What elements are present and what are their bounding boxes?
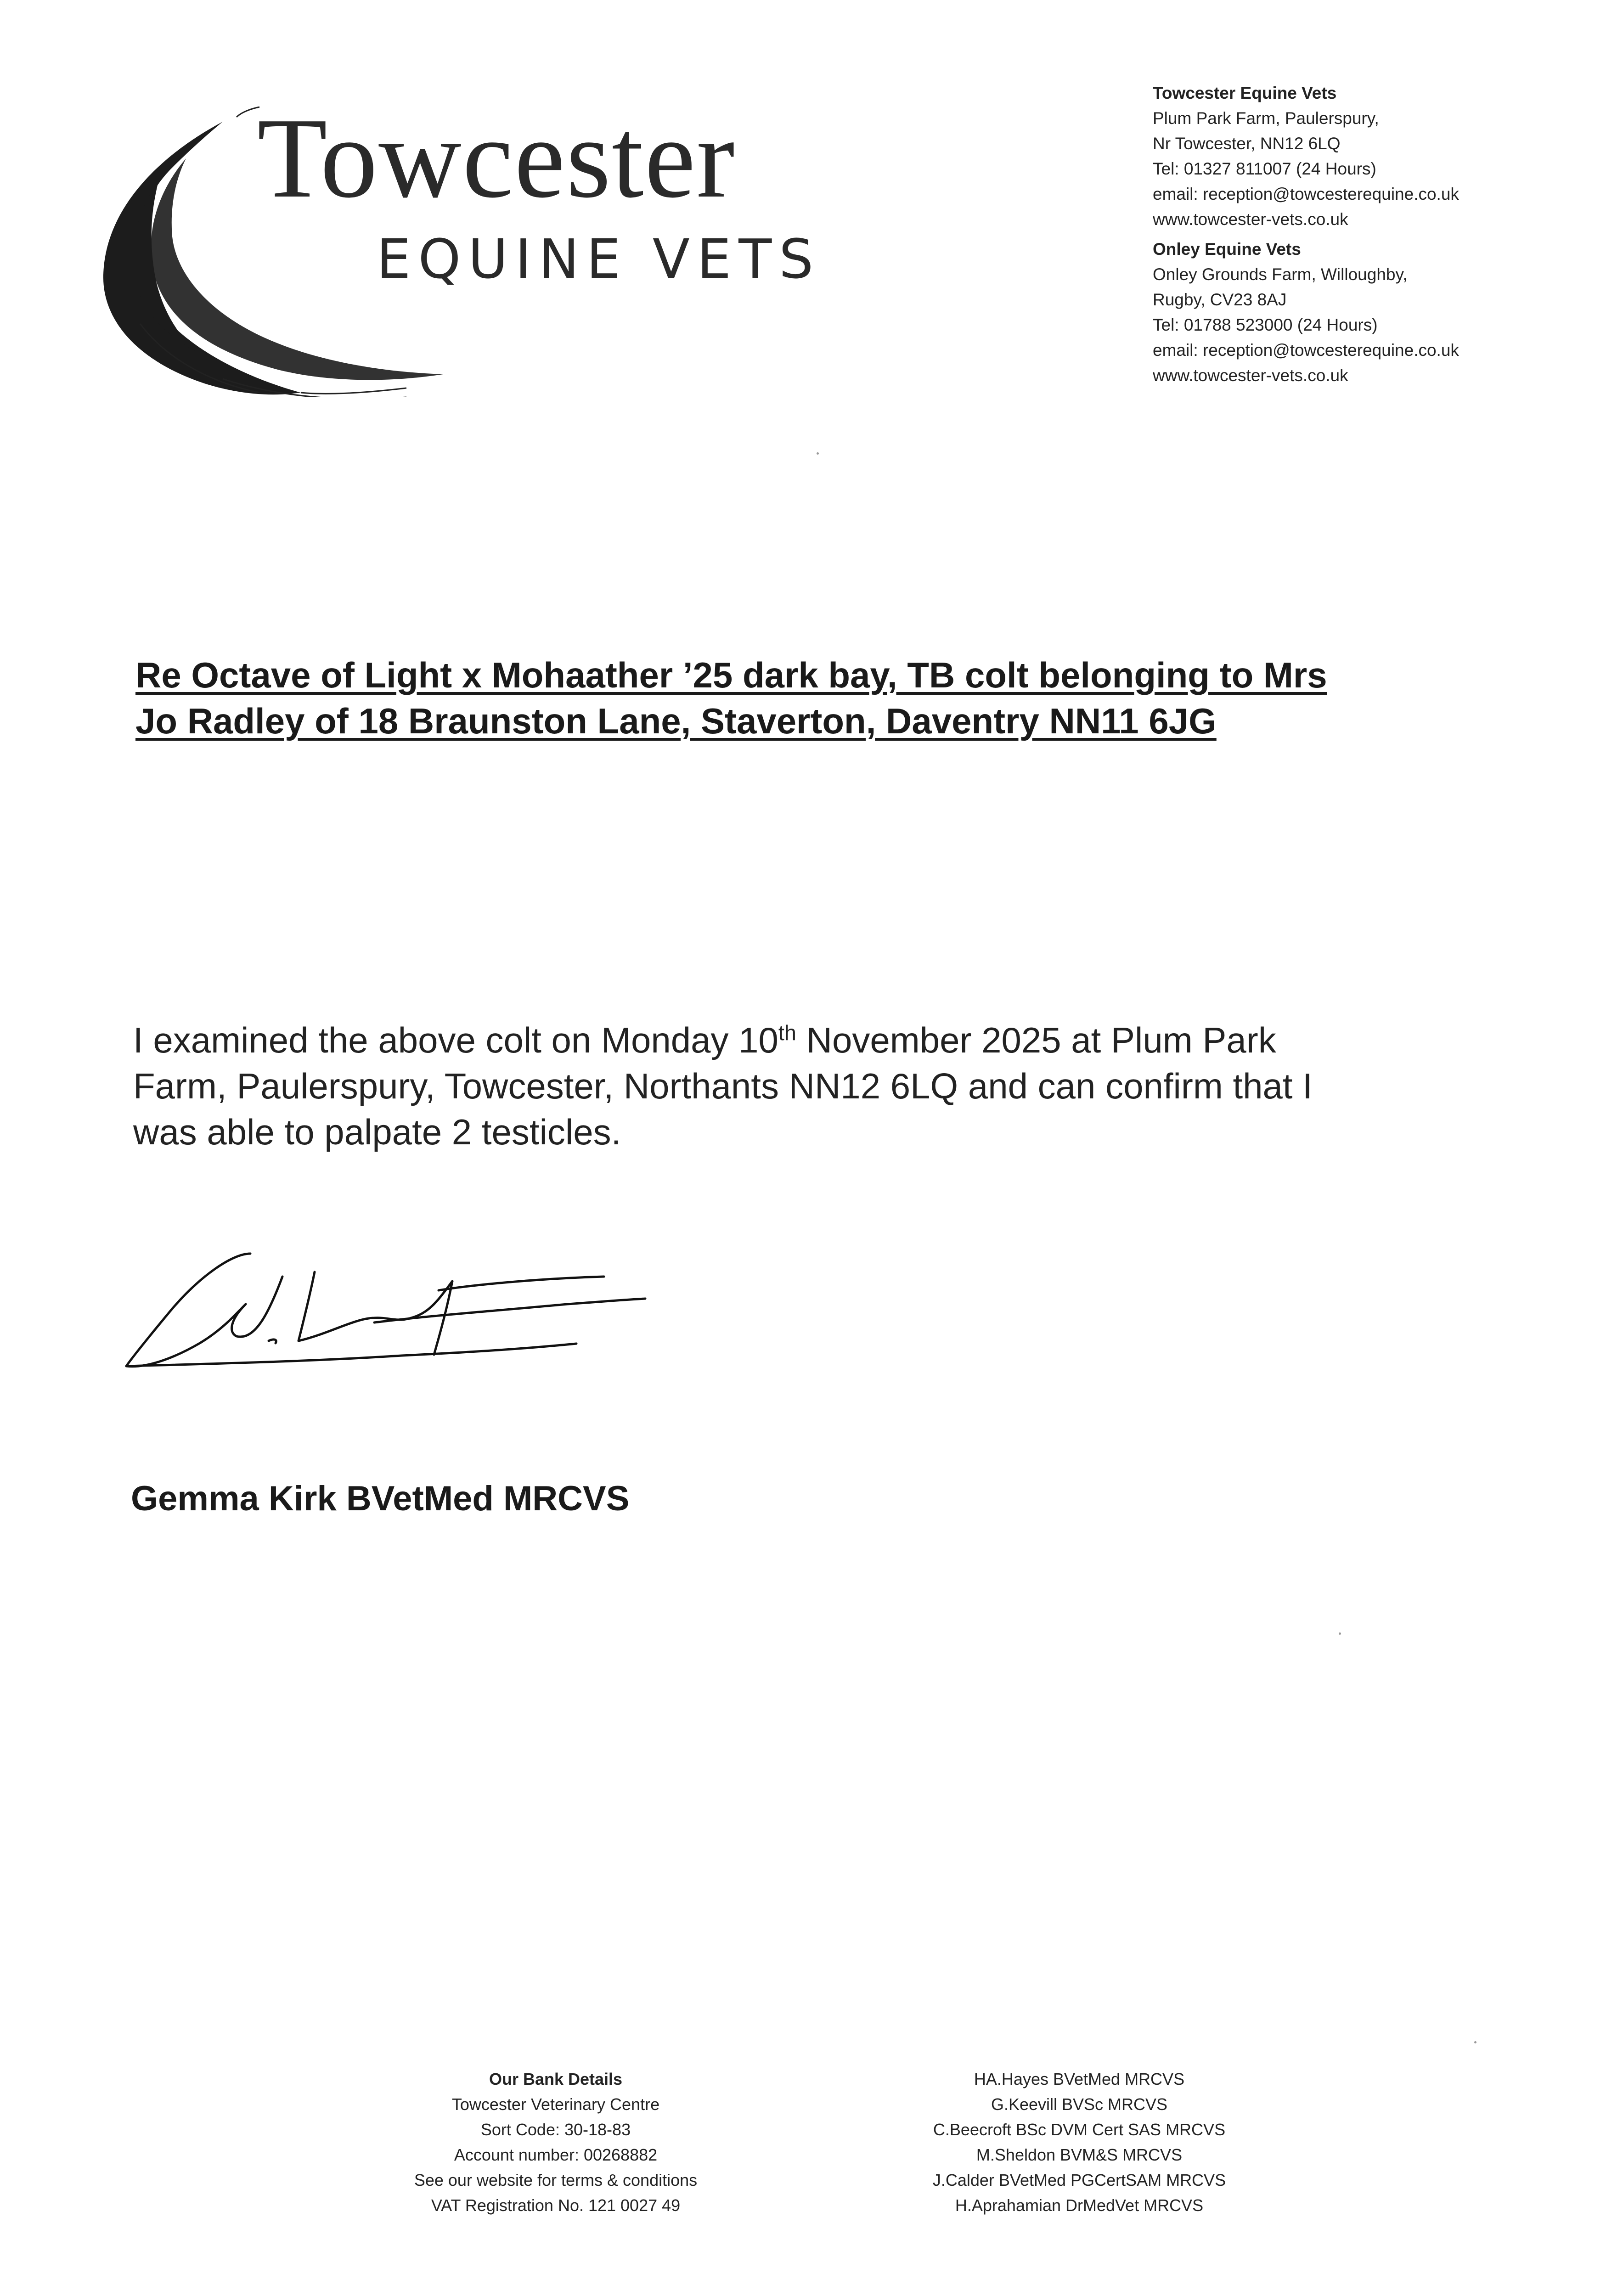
- bank-line: Sort Code: 30-18-83: [480, 2120, 631, 2139]
- body-text: I examined the above colt on Monday 10: [133, 1020, 778, 1060]
- body-line: [133, 1017, 1465, 1063]
- footer-staff-list: [873, 2066, 1286, 2218]
- scan-speck: [1474, 2041, 1476, 2043]
- practice-name: Onley Equine Vets: [1153, 240, 1301, 259]
- contact-block-towcester: [1153, 80, 1459, 232]
- subject-line: Re Octave of Light x Mohaather ’25 dark bay, TB colt belonging to Mrs: [135, 655, 1327, 695]
- website-line: www.towcester-vets.co.uk: [1153, 366, 1348, 385]
- staff-member: M.Sheldon BVM&S MRCVS: [976, 2145, 1183, 2164]
- subject-line: Jo Radley of 18 Braunston Lane, Staverton, Daventry NN11 6JG: [135, 701, 1217, 741]
- bank-line: VAT Registration No. 121 0027 49: [431, 2196, 681, 2215]
- staff-member: C.Beecroft BSc DVM Cert SAS MRCVS: [933, 2120, 1226, 2139]
- contact-block-onley: [1153, 236, 1459, 388]
- staff-member: H.Aprahamian DrMedVet MRCVS: [955, 2196, 1204, 2215]
- ordinal-suffix: th: [778, 1021, 796, 1045]
- address-line: Rugby, CV23 8AJ: [1153, 290, 1287, 309]
- phone-line: Tel: 01327 811007 (24 Hours): [1153, 159, 1376, 178]
- bank-heading: Our Bank Details: [489, 2070, 623, 2088]
- handwritten-signature: [117, 1235, 650, 1387]
- email-line: email: reception@towcesterequine.co.uk: [1153, 341, 1459, 360]
- bank-line: Account number: 00268882: [454, 2145, 658, 2164]
- logo-wordmark: Towcester: [257, 95, 736, 222]
- signatory-name: Gemma Kirk BVetMed MRCVS: [131, 1479, 630, 1518]
- staff-member: J.Calder BVetMed PGCertSAM MRCVS: [932, 2171, 1226, 2189]
- bank-line: Towcester Veterinary Centre: [451, 2095, 660, 2114]
- logo-subtitle: EQUINE VETS: [377, 227, 821, 291]
- website-line: www.towcester-vets.co.uk: [1153, 210, 1348, 229]
- practice-name: Towcester Equine Vets: [1153, 84, 1337, 102]
- body-line: Farm, Paulerspury, Towcester, Northants NN12 6LQ and can confirm that I: [133, 1066, 1313, 1106]
- letter-body: [133, 1017, 1465, 1155]
- bank-line: See our website for terms & conditions: [414, 2171, 698, 2189]
- address-line: Plum Park Farm, Paulerspury,: [1153, 109, 1379, 128]
- body-text: November 2025 at Plum Park: [796, 1020, 1276, 1060]
- phone-line: Tel: 01788 523000 (24 Hours): [1153, 315, 1378, 334]
- scan-speck: [1339, 1632, 1341, 1635]
- staff-member: G.Keevill BVSc MRCVS: [991, 2095, 1168, 2114]
- scan-speck: [817, 452, 819, 455]
- staff-member: HA.Hayes BVetMed MRCVS: [974, 2070, 1185, 2088]
- address-line: Onley Grounds Farm, Willoughby,: [1153, 265, 1408, 284]
- footer-bank-details: [367, 2066, 744, 2218]
- address-line: Nr Towcester, NN12 6LQ: [1153, 134, 1341, 153]
- letter-subject: [135, 652, 1467, 744]
- body-line: was able to palpate 2 testicles.: [133, 1112, 621, 1152]
- email-line: email: reception@towcesterequine.co.uk: [1153, 185, 1459, 203]
